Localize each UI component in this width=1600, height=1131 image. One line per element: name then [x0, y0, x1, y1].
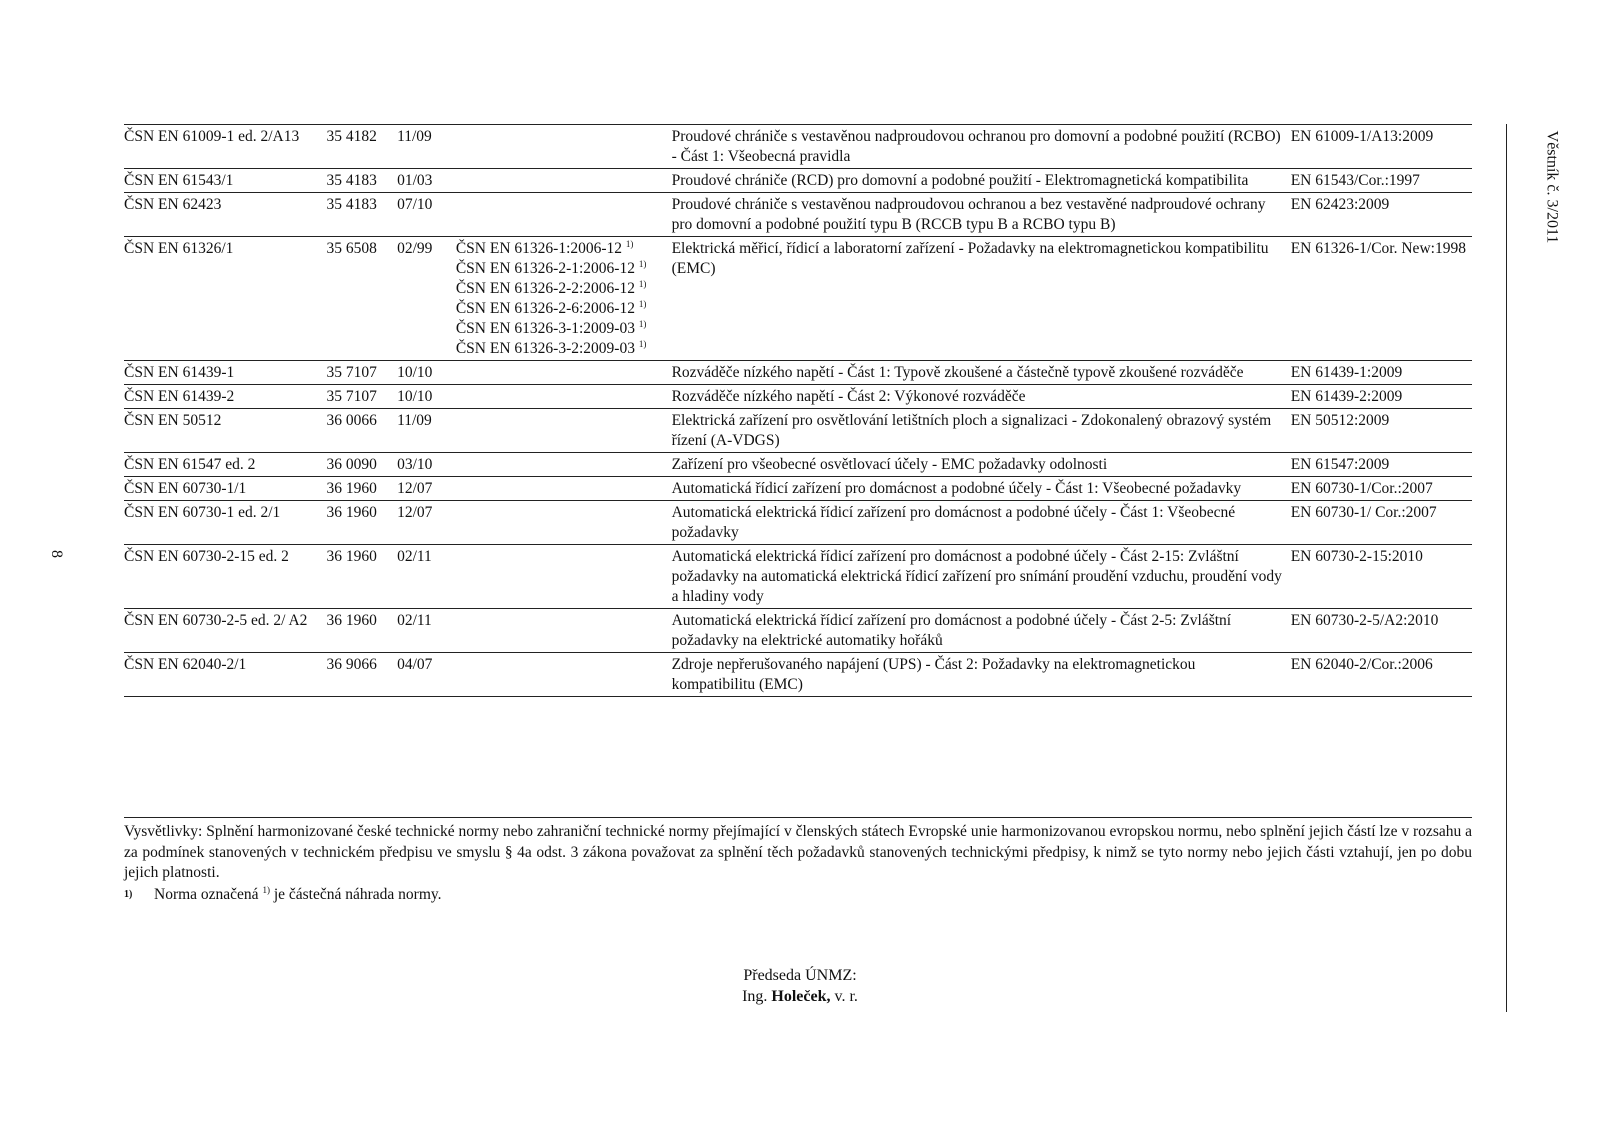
- en-standard-cell: EN 61326-1/Cor. New:1998: [1291, 237, 1472, 361]
- table-row: [124, 169, 1472, 193]
- footnote-text-before: Norma označená: [154, 885, 263, 903]
- replaced-standard: [456, 239, 672, 259]
- date-cell: 04/07: [397, 653, 456, 697]
- page-number: 8: [48, 550, 65, 558]
- footnote-marker: 1): [124, 888, 133, 900]
- table-row: [124, 501, 1472, 545]
- designation-cell: ČSN EN 60730-2-15 ed. 2: [124, 545, 326, 609]
- table-row: [124, 453, 1472, 477]
- en-standard-cell: EN 61547:2009: [1291, 453, 1472, 477]
- table-row: [124, 409, 1472, 453]
- signature-prefix: Ing.: [742, 988, 772, 1005]
- en-standard-cell: EN 61009-1/A13:2009: [1291, 125, 1472, 169]
- date-cell: 10/10: [397, 361, 456, 385]
- title-cell: Rozváděče nízkého napětí - Část 1: Typově zkoušené a částečně typově zkoušené rozváděče: [672, 361, 1291, 385]
- en-standard-cell: EN 60730-1/ Cor.:2007: [1291, 501, 1472, 545]
- date-cell: 02/11: [397, 609, 456, 653]
- partial-replacement-mark: 1): [638, 298, 647, 309]
- class-code-cell: 36 1960: [326, 501, 397, 545]
- date-cell: 12/07: [397, 477, 456, 501]
- title-cell: Automatická elektrická řídicí zařízení pro domácnost a podobné účely - Část 2-5: Zvláštní požadavky na elektrické automatiky hořáků: [672, 609, 1291, 653]
- designation-cell: ČSN EN 61326/1: [124, 237, 326, 361]
- replaced-standards-cell: [456, 125, 672, 169]
- class-code-cell: 36 1960: [326, 477, 397, 501]
- table-row: [124, 125, 1472, 169]
- side-rule: [1506, 124, 1507, 1012]
- replaced-standard-code: ČSN EN 61326-1:2006-12: [455, 240, 623, 257]
- footnote-text-after: je částečná náhrada normy.: [269, 885, 442, 903]
- class-code-cell: 35 7107: [326, 361, 397, 385]
- signature-suffix: v. r.: [830, 988, 858, 1005]
- replaced-standard-code: ČSN EN 61326-2-1:2006-12: [455, 260, 635, 277]
- class-code-cell: 35 4183: [326, 169, 397, 193]
- partial-replacement-mark: 1): [638, 258, 647, 269]
- class-code-cell: 36 1960: [326, 609, 397, 653]
- replaced-standard: [456, 259, 672, 279]
- replaced-standards-cell: [456, 361, 672, 385]
- en-standard-cell: EN 61543/Cor.:1997: [1291, 169, 1472, 193]
- table-row: [124, 545, 1472, 609]
- explanation-block: [124, 822, 1472, 905]
- table-row: [124, 653, 1472, 697]
- norms-table: [124, 124, 1472, 697]
- class-code-cell: 35 7107: [326, 385, 397, 409]
- table-row: [124, 609, 1472, 653]
- designation-cell: ČSN EN 61547 ed. 2: [124, 453, 326, 477]
- replaced-standards-cell: [456, 501, 672, 545]
- footnote-inline-mark: 1): [262, 884, 270, 895]
- title-cell: Proudové chrániče (RCD) pro domovní a podobné použití - Elektromagnetická kompatibilita: [672, 169, 1291, 193]
- replaced-standards-cell: [456, 477, 672, 501]
- replaced-standards-cell: [456, 653, 672, 697]
- designation-cell: ČSN EN 50512: [124, 409, 326, 453]
- designation-cell: ČSN EN 62423: [124, 193, 326, 237]
- en-standard-cell: EN 60730-1/Cor.:2007: [1291, 477, 1472, 501]
- replaced-standard: [456, 319, 672, 339]
- replaced-standard-code: ČSN EN 61326-2-2:2006-12: [455, 280, 635, 297]
- explanation-text: Vysvětlivky: Splnění harmonizované české technické normy nebo zahraniční technické normy přejímající v členských státech Evropské unie harmonizovanou evropskou normu, nebo splnění jejich částí lze v rozsahu a za podmínek stanovených v technickém předpisu ve smyslu § 4a odst. 3 zákona považovat za splnění těch požadavků stanovených technickými předpisy, k nimž se tyto normy nebo jejich části vztahují, jen po dobu jejich platnosti.: [124, 823, 1472, 881]
- replaced-standards-cell: [456, 409, 672, 453]
- designation-cell: ČSN EN 61439-2: [124, 385, 326, 409]
- en-standard-cell: EN 61439-2:2009: [1291, 385, 1472, 409]
- title-cell: Proudové chrániče s vestavěnou nadproudovou ochranou pro domovní a podobné použití (RCBO) - Část 1: Všeobecná pravidla: [672, 125, 1291, 169]
- date-cell: 07/10: [397, 193, 456, 237]
- journal-header: Věstník č. 3/2011: [1543, 130, 1561, 244]
- partial-replacement-mark: 1): [638, 278, 647, 289]
- signature-name: Holeček,: [771, 988, 831, 1005]
- replaced-standard: [456, 279, 672, 299]
- class-code-cell: 36 0066: [326, 409, 397, 453]
- norms-table-container: [124, 124, 1472, 697]
- table-row: [124, 193, 1472, 237]
- date-cell: 11/09: [397, 409, 456, 453]
- en-standard-cell: EN 60730-2-5/A2:2010: [1291, 609, 1472, 653]
- class-code-cell: 36 9066: [326, 653, 397, 697]
- title-cell: Zařízení pro všeobecné osvětlovací účely - EMC požadavky odolnosti: [672, 453, 1291, 477]
- class-code-cell: 35 4183: [326, 193, 397, 237]
- replaced-standard: [456, 339, 672, 359]
- replaced-standard-code: ČSN EN 61326-3-2:2009-03: [455, 340, 635, 357]
- date-cell: 02/99: [397, 237, 456, 361]
- designation-cell: ČSN EN 60730-1 ed. 2/1: [124, 501, 326, 545]
- footnote-divider: [124, 817, 1472, 818]
- class-code-cell: 35 4182: [326, 125, 397, 169]
- en-standard-cell: EN 61439-1:2009: [1291, 361, 1472, 385]
- table-row: [124, 361, 1472, 385]
- replaced-standards-cell: [456, 169, 672, 193]
- class-code-cell: 35 6508: [326, 237, 397, 361]
- en-standard-cell: EN 62040-2/Cor.:2006: [1291, 653, 1472, 697]
- signature-block: [0, 965, 1600, 1007]
- designation-cell: ČSN EN 62040-2/1: [124, 653, 326, 697]
- date-cell: 03/10: [397, 453, 456, 477]
- title-cell: Automatická řídicí zařízení pro domácnost a podobné účely - Část 1: Všeobecné požadavky: [672, 477, 1291, 501]
- partial-replacement-mark: 1): [625, 238, 634, 249]
- designation-cell: ČSN EN 60730-1/1: [124, 477, 326, 501]
- title-cell: Automatická elektrická řídicí zařízení pro domácnost a podobné účely - Část 2-15: Zvláštní požadavky na automatická elektrická řídicí zařízení pro snímání proudění vzduchu, proudění vody a hladiny vody: [672, 545, 1291, 609]
- date-cell: 01/03: [397, 169, 456, 193]
- signature-title: Předseda ÚNMZ:: [743, 967, 857, 984]
- designation-cell: ČSN EN 60730-2-5 ed. 2/ A2: [124, 609, 326, 653]
- date-cell: 10/10: [397, 385, 456, 409]
- replaced-standards-cell: [456, 237, 672, 361]
- en-standard-cell: EN 50512:2009: [1291, 409, 1472, 453]
- en-standard-cell: EN 62423:2009: [1291, 193, 1472, 237]
- table-row: [124, 477, 1472, 501]
- signature-name-line: [0, 986, 1600, 1007]
- designation-cell: ČSN EN 61009-1 ed. 2/A13: [124, 125, 326, 169]
- partial-replacement-mark: 1): [638, 318, 647, 329]
- designation-cell: ČSN EN 61543/1: [124, 169, 326, 193]
- table-row: [124, 385, 1472, 409]
- en-standard-cell: EN 60730-2-15:2010: [1291, 545, 1472, 609]
- footnote-line: [124, 885, 1472, 906]
- replaced-standards-cell: [456, 545, 672, 609]
- replaced-standard: [456, 299, 672, 319]
- date-cell: 02/11: [397, 545, 456, 609]
- partial-replacement-mark: 1): [638, 338, 647, 349]
- title-cell: Elektrická měřicí, řídicí a laboratorní zařízení - Požadavky na elektromagnetickou kompatibilitu (EMC): [672, 237, 1291, 361]
- replaced-standard-code: ČSN EN 61326-3-1:2009-03: [455, 320, 635, 337]
- norms-table-body: [124, 125, 1472, 697]
- replaced-standards-cell: [456, 385, 672, 409]
- replaced-standards-cell: [456, 193, 672, 237]
- replaced-standard-code: ČSN EN 61326-2-6:2006-12: [455, 300, 635, 317]
- class-code-cell: 36 0090: [326, 453, 397, 477]
- class-code-cell: 36 1960: [326, 545, 397, 609]
- title-cell: Elektrická zařízení pro osvětlování letištních ploch a signalizaci - Zdokonalený obrazový systém řízení (A-VDGS): [672, 409, 1291, 453]
- title-cell: Proudové chrániče s vestavěnou nadproudovou ochranou a bez vestavěné nadproudové ochrany pro domovní a podobné použití typu B (RCCB typu B a RCBO typu B): [672, 193, 1291, 237]
- replaced-standards-cell: [456, 609, 672, 653]
- designation-cell: ČSN EN 61439-1: [124, 361, 326, 385]
- title-cell: Rozváděče nízkého napětí - Část 2: Výkonové rozváděče: [672, 385, 1291, 409]
- title-cell: Zdroje nepřerušovaného napájení (UPS) - Část 2: Požadavky na elektromagnetickou kompatibilitu (EMC): [672, 653, 1291, 697]
- table-row: [124, 237, 1472, 361]
- title-cell: Automatická elektrická řídicí zařízení pro domácnost a podobné účely - Část 1: Všeobecné požadavky: [672, 501, 1291, 545]
- replaced-standards-cell: [456, 453, 672, 477]
- date-cell: 11/09: [397, 125, 456, 169]
- date-cell: 12/07: [397, 501, 456, 545]
